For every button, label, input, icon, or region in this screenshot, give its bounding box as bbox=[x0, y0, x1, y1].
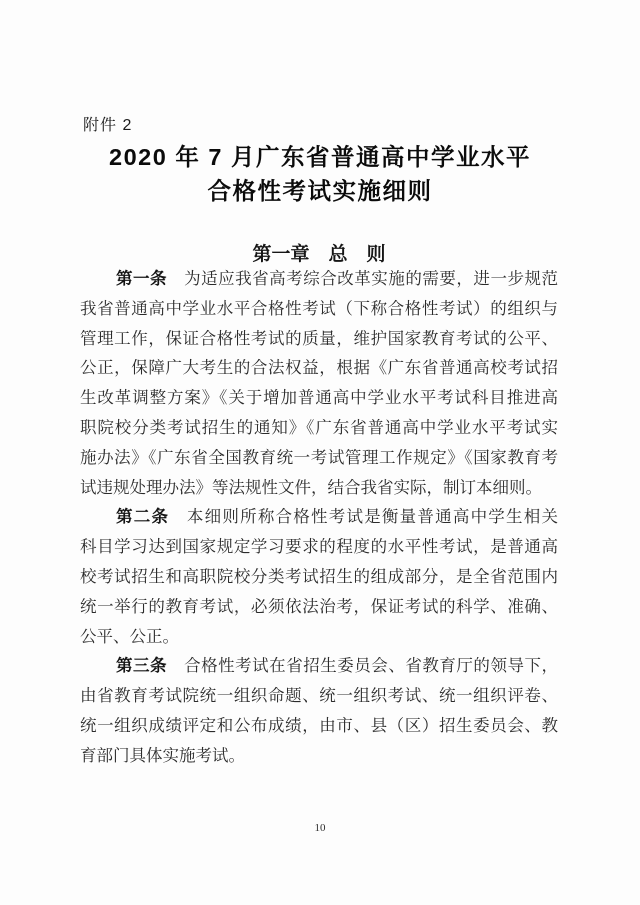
paragraph-line: 第三条 合格性考试在省招生委员会、省教育厅的领导下， bbox=[116, 656, 559, 676]
paragraph-line: 第二条 本细则所称合格性考试是衡量普通高中学生相关 bbox=[116, 507, 559, 527]
paragraph-line: 职院校分类考试招生的通知》《广东省普通高中学业水平考试实 bbox=[80, 417, 558, 437]
chapter-heading: 第一章 总 则 bbox=[252, 244, 386, 265]
document-body bbox=[80, 264, 558, 771]
page-number: 10 bbox=[314, 822, 326, 834]
article-number: 第一条 bbox=[116, 269, 168, 288]
paragraph-line: 公正，保障广大考生的合法权益，根据《广东省普通高校考试招 bbox=[80, 358, 558, 378]
paragraph-line: 统一组织成绩评定和公布成绩，由市、县（区）招生委员会、教 bbox=[80, 715, 558, 735]
paragraph-line: 我省普通高中学业水平合格性考试（下称合格性考试）的组织与 bbox=[80, 298, 558, 318]
attachment-label: 附件 2 bbox=[83, 117, 133, 134]
paragraph bbox=[80, 502, 558, 651]
paragraph bbox=[80, 651, 558, 770]
paragraph-line: 施办法》《广东省全国教育统一考试管理工作规定》《国家教育考 bbox=[80, 447, 558, 467]
document-title bbox=[60, 141, 580, 208]
paragraph-line: 公平、公正。 bbox=[80, 626, 179, 646]
paragraph-line: 管理工作，保证合格性考试的质量，维护国家教育考试的公平、 bbox=[80, 328, 558, 348]
paragraph-line: 校考试招生和高职院校分类考试招生的组成部分，是全省范围内 bbox=[80, 566, 558, 586]
article-number: 第三条 bbox=[116, 656, 168, 676]
paragraph-line: 科目学习达到国家规定学习要求的程度的水平性考试，是普通高 bbox=[80, 537, 558, 557]
title-line-1: 2020 年 7 月广东省普通高中学业水平 bbox=[109, 144, 531, 170]
paragraph-line: 生改革调整方案》《关于增加普通高中学业水平考试科目推进高 bbox=[80, 388, 558, 408]
paragraph-line: 试违规处理办法》等法规性文件，结合我省实际，制订本细则。 bbox=[80, 477, 542, 497]
paragraph-line: 由省教育考试院统一组织命题、统一组织考试、统一组织评卷、 bbox=[80, 686, 558, 706]
paragraph-line: 育部门具体实施考试。 bbox=[80, 745, 245, 765]
article-number: 第二条 bbox=[116, 507, 170, 527]
paragraph-line: 第一条 为适应我省高考综合改革实施的需要，进一步规范 bbox=[116, 269, 559, 288]
paragraph bbox=[80, 264, 558, 502]
title-line-2: 合格性考试实施细则 bbox=[207, 177, 433, 204]
paragraph-line: 统一举行的教育考试，必须依法治考，保证考试的科学、准确、 bbox=[80, 596, 558, 616]
